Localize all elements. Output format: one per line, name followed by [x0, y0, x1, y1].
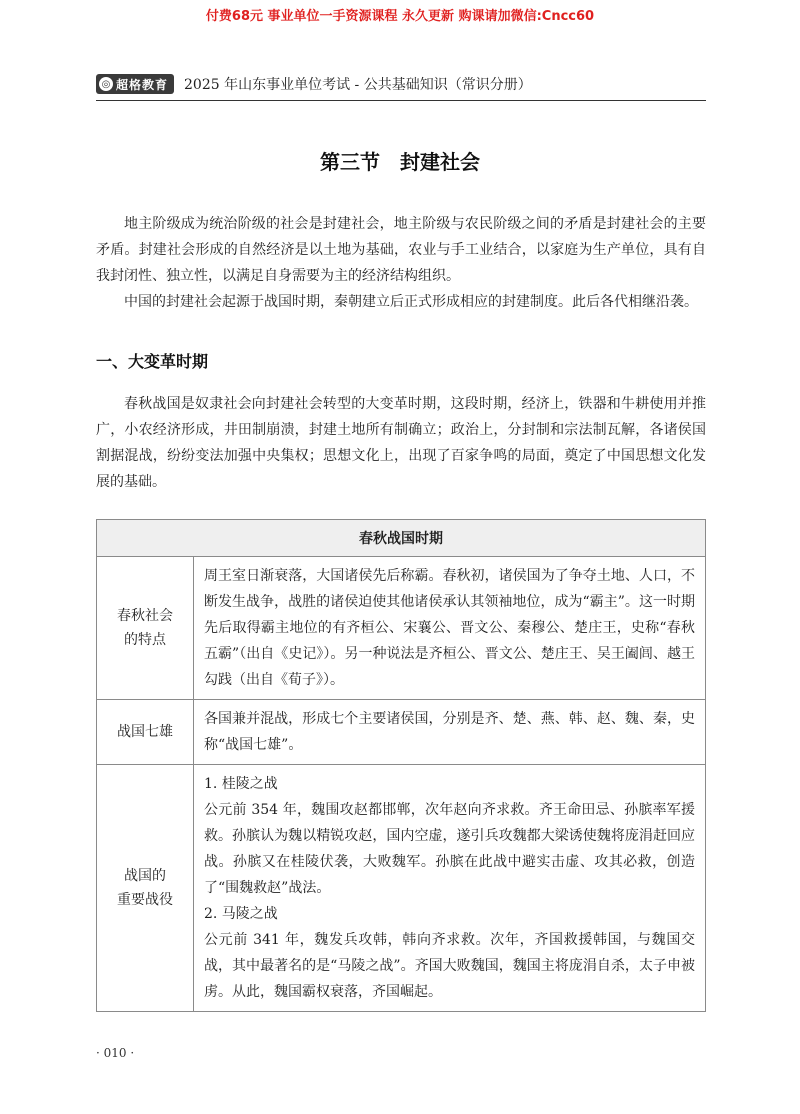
page-header	[96, 74, 706, 94]
intro-text	[96, 211, 706, 315]
publisher-logo	[96, 74, 174, 94]
battle-title: 2. 马陵之战	[204, 906, 278, 922]
paragraph: 地主阶级成为统治阶级的社会是封建社会，地主阶级与农民阶级之间的矛盾是封建社会的主要矛盾。封建社会形成的自然经济是以土地为基础，农业与手工业结合，以家庭为生产单位，具有自我封闭性、独立性，以满足自身需要为主的经济结构组织。	[96, 216, 706, 284]
battle-desc: 公元前 354 年，魏围攻赵都邯郸，次年赵向齐求救。齐王命田忌、孙膑率军援救。孙膑认为魏以精锐攻赵，国内空虚，遂引兵攻魏都大梁诱使魏将庞涓赶回应战。孙膑又在桂陵伏袭，大败魏军。孙膑在此战中避实击虚、攻其必救，创造了“围魏救赵”战法。	[204, 802, 695, 896]
row-label: 战国七雄	[97, 700, 194, 765]
header-title: 2025 年山东事业单位考试 - 公共基础知识（常识分册）	[184, 77, 532, 93]
subsection-text	[96, 391, 706, 495]
row-content	[194, 765, 706, 1012]
page-number: · 010 ·	[96, 1046, 135, 1060]
battle-desc: 公元前 341 年，魏发兵攻韩，韩向齐求救。次年，齐国救援韩国，与魏国交战，其中最著名的是“马陵之战”。齐国大败魏国，魏国主将庞涓自杀，太子申被虏。从此，魏国霸权衰落，齐国崛起。	[204, 932, 695, 1000]
table-row	[97, 557, 706, 700]
watermark-banner: 付费68元 事业单位一手资源课程 永久更新 购课请加微信:Cncc60	[205, 9, 595, 24]
row-content: 各国兼并混战，形成七个主要诸侯国，分别是齐、楚、燕、韩、赵、魏、秦，史称“战国七雄”。	[194, 700, 706, 765]
header-divider	[96, 100, 706, 101]
logo-text: 超格教育	[116, 77, 169, 92]
row-label: 春秋社会 的特点	[97, 557, 194, 700]
table-row	[97, 765, 706, 1012]
section-title: 第三节 封建社会	[320, 150, 480, 174]
logo-icon: ◎	[99, 77, 113, 91]
table-row	[97, 700, 706, 765]
row-label: 战国的 重要战役	[97, 765, 194, 1012]
subsection-heading: 一、大变革时期	[96, 352, 209, 371]
battle-title: 1. 桂陵之战	[204, 776, 278, 792]
paragraph: 中国的封建社会起源于战国时期，秦朝建立后正式形成相应的封建制度。此后各代相继沿袭。	[124, 294, 698, 310]
spring-autumn-table	[96, 519, 706, 1012]
paragraph: 春秋战国是奴隶社会向封建社会转型的大变革时期，这段时期，经济上，铁器和牛耕使用并推广，小农经济形成，井田制崩溃，封建土地所有制确立；政治上，分封制和宗法制瓦解，各诸侯国割据混战，纷纷变法加强中央集权；思想文化上，出现了百家争鸣的局面，奠定了中国思想文化发展的基础。	[96, 396, 706, 490]
table-header-row	[97, 520, 706, 557]
row-content: 周王室日渐衰落，大国诸侯先后称霸。春秋初，诸侯国为了争夺土地、人口，不断发生战争，战胜的诸侯迫使其他诸侯承认其领袖地位，成为“霸主”。这一时期先后取得霸主地位的有齐桓公、宋襄公、晋文公、秦穆公、楚庄王，史称“春秋五霸”（出自《史记》）。另一种说法是齐桓公、晋文公、楚庄王、吴王阖闾、越王勾践（出自《荀子》）。	[194, 557, 706, 700]
table-title: 春秋战国时期	[97, 520, 706, 557]
